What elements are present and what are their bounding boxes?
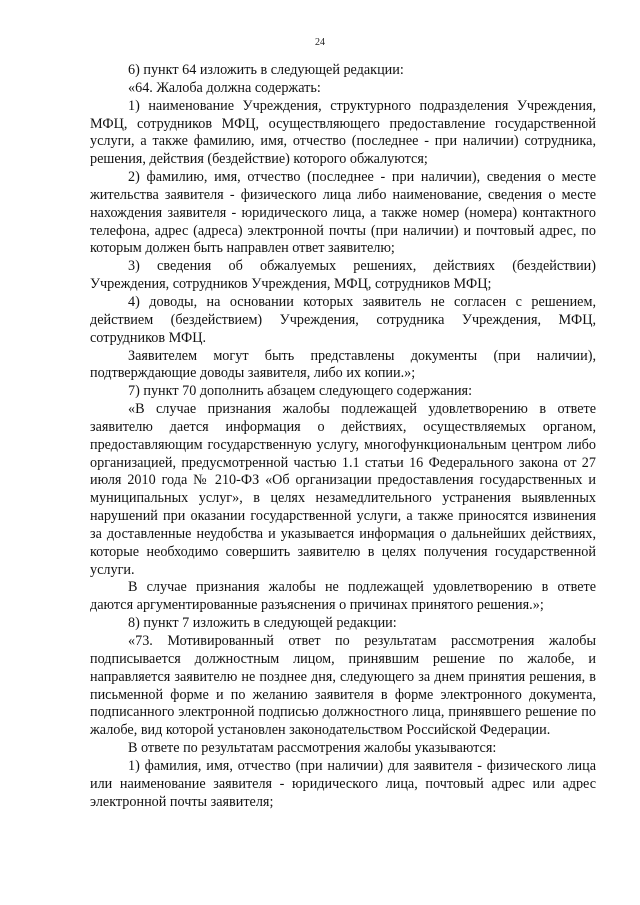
- document-body: [90, 62, 596, 811]
- paragraph: 7) пункт 70 дополнить абзацем следующего содержания:: [128, 383, 473, 400]
- paragraph: 4) доводы, на основании которых заявитель не согласен с решением, действием (бездействием) Учреждения, сотрудника Учреждения, МФЦ, сотрудников МФЦ.: [90, 293, 596, 346]
- paragraph: 6) пункт 64 изложить в следующей редакции:: [128, 62, 404, 78]
- paragraph: 2) фамилию, имя, отчество (последнее - при наличии), сведения о месте жительства заявителя - физического лица либо наименование, сведения о месте нахождения заявителя - юридического лица, а также номер (номера) контактного телефона, адрес (адреса) электронной почты (при наличии) и почтовый адрес, по которым должен быть направлен ответ заявителю;: [90, 169, 596, 257]
- paragraph: «64. Жалоба должна содержать:: [128, 79, 321, 96]
- paragraph: Заявителем могут быть представлены документы (при наличии), подтверждающие доводы заявителя, либо их копии.»;: [90, 347, 596, 382]
- page-number: 24: [315, 37, 325, 48]
- paragraph: «В случае признания жалобы подлежащей удовлетворению в ответе заявителю дается информация о действиях, осуществляемых органом, предоставляющим государственную услугу, многофункциональным центром либо организацией, предусмотренной частью 1.1 статьи 16 Федерального закона от 27 июля 2010 года № 210-ФЗ «Об организации предоставления государственных и муниципальных услуг», в целях незамедлительного устранения выявленных нарушений при оказании государственной услуги, а также приносятся извинения за доставленные неудобства и указывается информация о дальнейших действиях, которые необходимо совершить заявителю в целях получения государственной услуги.: [90, 401, 596, 578]
- paragraph: 1) фамилия, имя, отчество (при наличии) для заявителя - физического лица или наименование заявителя - юридического лица, почтовый адрес или адрес электронной почты заявителя;: [90, 757, 596, 810]
- paragraph: 8) пункт 7 изложить в следующей редакции:: [128, 615, 397, 632]
- paragraph: 3) сведения об обжалуемых решениях, действиях (бездействии) Учреждения, сотрудников Учреждения, МФЦ, сотрудников МФЦ;: [90, 258, 596, 293]
- paragraph: 1) наименование Учреждения, структурного подразделения Учреждения, МФЦ, сотрудников МФЦ, осуществляющего предоставление государственной услуги, а также фамилию, имя, отчество (последнее - при наличии) сотрудника, решения, действия (бездействие) которого обжалуются;: [90, 97, 596, 168]
- paragraph: В случае признания жалобы не подлежащей удовлетворению в ответе даются аргументированные разъяснения о причинах принятого решения.»;: [90, 579, 596, 614]
- paragraph: «73. Мотивированный ответ по результатам рассмотрения жалобы подписывается должностным лицом, принявшим решение по жалобе, и направляется заявителю не позднее дня, следующего за днем принятия решения, в письменной форме и по желанию заявителя в форме электронного документа, подписанного электронной подписью должностного лица, принявшего решение по жалобе, вид которой установлен законодательством Российской Федерации.: [90, 633, 596, 739]
- paragraph: В ответе по результатам рассмотрения жалобы указываются:: [128, 740, 497, 757]
